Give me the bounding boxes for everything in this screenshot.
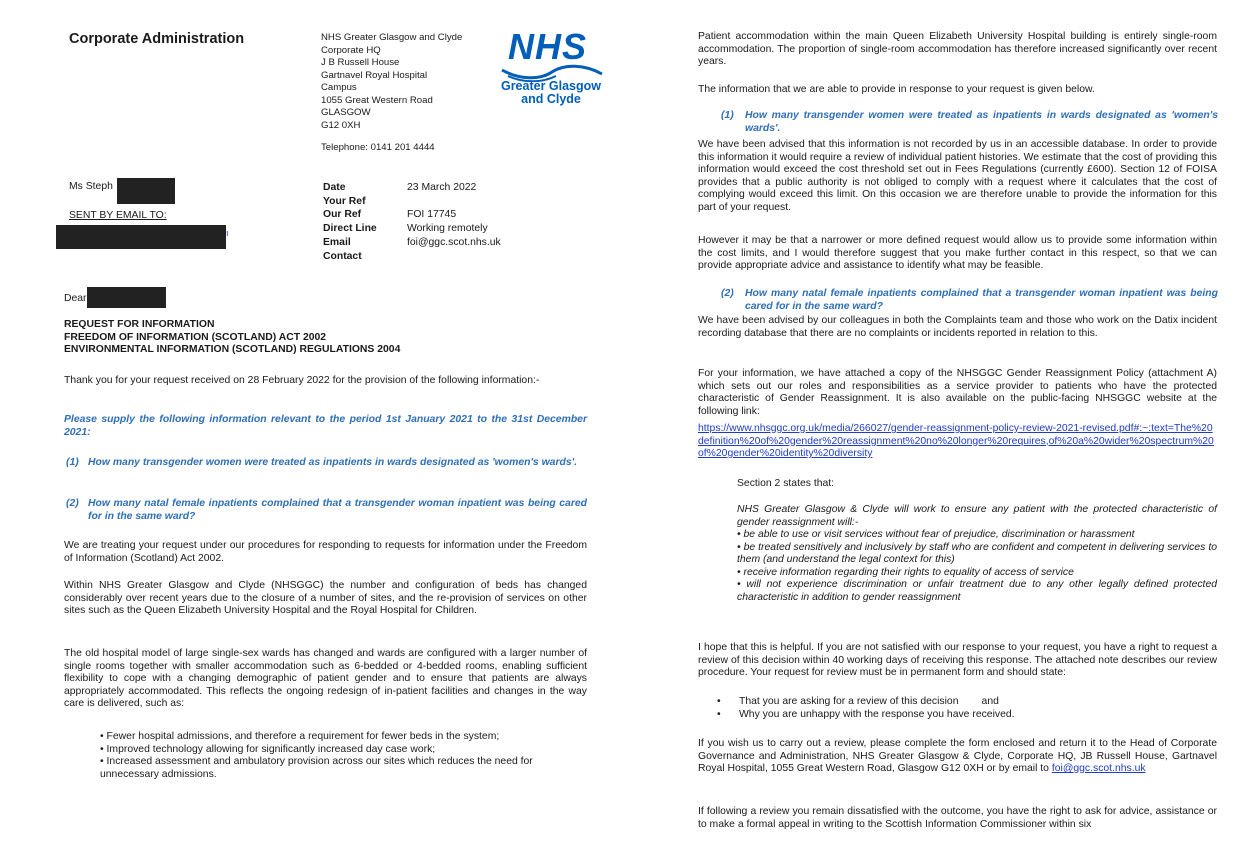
nhs-logo-subtitle <box>494 80 608 106</box>
recipient-name: Ms Steph <box>69 181 113 192</box>
question-number: (1) <box>66 457 79 468</box>
request-question-2 <box>66 498 587 523</box>
redesign-bullets <box>100 731 588 781</box>
ref-value-email: foi@ggc.scot.nhs.uk <box>407 236 501 248</box>
address-line: G12 0XH <box>321 119 361 131</box>
sent-by-email-label: SENT BY EMAIL TO: <box>69 210 167 221</box>
policy-quote <box>737 504 1217 604</box>
letter-heading <box>64 319 400 357</box>
ref-value-date: 23 March 2022 <box>407 182 477 193</box>
reference-labels <box>323 181 377 263</box>
ref-value-our-ref: FOI 17745 <box>407 209 457 221</box>
ref-label-our-ref: Our Ref <box>323 209 362 221</box>
ref-label-date: Date <box>323 182 346 193</box>
quote-item-text: be treated sensitively and inclusively by staff who are confident and competent in delivering services to them (and understand the legal context for this) <box>737 541 1217 565</box>
response-question-2 <box>721 288 1218 313</box>
logo-line: and Clyde <box>521 92 581 106</box>
ref-label-direct-line: Direct Line <box>323 223 377 235</box>
nhs-logo-text: NHS <box>508 26 588 67</box>
logo-line: Greater Glasgow <box>500 79 602 93</box>
section-2-intro: Section 2 states that: <box>737 478 835 489</box>
paragraph-advised-2: We have been advised by our colleagues in both the Complaints team and those who work on the Datix incident recording database that there are no complaints or incidents reported in relation to this. <box>698 315 1217 339</box>
policy-link[interactable]: https://www.nhsggc.org.uk/media/266027/gender-reassignment-policy-review-2021-revised.pdf#:~:text=The%20definition%20of%20gender%20reassignment%20no%20longer%20requires,of%20a%20wider%20spectrum%20of%20gender%20identity%20diversity <box>698 423 1214 459</box>
question-text: How many transgender women were treated as inpatients in wards designated as 'women's wards'. <box>88 457 577 468</box>
bullet-item: • Fewer hospital admissions, and therefore a requirement for fewer beds in the system; <box>100 731 500 742</box>
address-line: 1055 Great Western Road <box>321 94 433 106</box>
question-text: How many natal female inpatients complained that a transgender woman inpatient was being cared for in the same ward? <box>88 498 587 522</box>
paragraph-however: However it may be that a narrower or more defined request would allow us to provide some information within the cost limits, and I would therefore suggest that you make further contact in this respect, so that we can provide appropriate advice and assistance to identify what may be feasible. <box>698 235 1217 271</box>
question-number: (2) <box>66 498 79 509</box>
bullet-item: • Improved technology allowing for significantly increased day case work; <box>100 743 436 755</box>
quote-intro: NHS Greater Glasgow & Clyde will work to ensure any patient with the protected characteristic of gender reassignment will:- <box>737 504 1217 528</box>
ref-label-contact: Contact <box>323 250 362 262</box>
reference-values <box>407 181 501 250</box>
review-item: • That you are asking for a review of this decision and <box>709 696 1209 709</box>
review-request-text: If you wish us to carry out a review, please complete the form enclosed and return it to the Head of Corporate Governance and Administration, NHS Greater Glasgow & Clyde, Corporate HQ, JB Russell House, Gartnavel Royal Hospital, 1055 Great Western Road, Glasgow G12 0XH or by email to <box>698 738 1217 774</box>
question-text: How many natal female inpatients complained that a transgender woman inpatient was being cared for in the same ward? <box>745 288 1218 312</box>
question-text: How many transgender women were treated as inpatients in wards designated as 'women's wards'. <box>745 110 1218 134</box>
response-question-1 <box>721 110 1218 135</box>
quote-item-text: be able to use or visit services without fear of prejudice, discrimination or harassment <box>743 529 1135 540</box>
paragraph-review-request <box>698 738 1217 776</box>
question-number: (2) <box>721 288 734 299</box>
request-intro: Please supply the following information relevant to the period 1st January 2021 to the 31st December 2021: <box>64 414 587 438</box>
paragraph-patient-accommodation: Patient accommodation within the main Queen Elizabeth University Hospital building is entirely single-room accommodation. The proportion of single-room accommodation has therefore increased significantly over recent years. <box>698 31 1217 67</box>
bullet-text: Improved technology allowing for significantly increased day case work; <box>106 743 436 755</box>
nhs-logo <box>494 26 608 110</box>
bullet-item: • Increased assessment and ambulatory provision across our sites which reduces the need for unnecessary admissions. <box>100 756 533 780</box>
redaction-bar <box>56 225 226 249</box>
paragraph-following-review: If following a review you remain dissatisfied with the outcome, you have the right to ask for advice, assistance or to make a formal appeal in writing to the Scottish Information Commissioner within six <box>698 806 1217 830</box>
quote-item: • receive information regarding their rights to equality of access of service <box>737 566 1074 578</box>
organisation-address <box>321 32 491 132</box>
review-email-link[interactable]: foi@ggc.scot.nhs.uk <box>1051 763 1146 774</box>
ref-value-direct-line: Working remotely <box>407 223 488 235</box>
heading-line: REQUEST FOR INFORMATION <box>64 319 215 330</box>
quote-item: • be treated sensitively and inclusively by staff who are confident and competent in delivering services to them (and understand the legal context for this) <box>737 541 1217 565</box>
quote-item-text: will not experience discrimination or unfair treatment due to any other legally defined protected characteristic in addition to gender reassignment <box>737 579 1217 603</box>
redaction-bar <box>117 178 175 204</box>
paragraph-for-your-info: For your information, we have attached a copy of the NHSGGC Gender Reassignment Policy (attachment A) which sets out our roles and responsibilities as a service provider to patients who have the protected characteristic of Gender Reassignment. It is also available on the public-facing NHSGGC website at the following link: <box>698 368 1217 417</box>
telephone: Telephone: 0141 201 4444 <box>321 142 435 153</box>
paragraph-within: Within NHS Greater Glasgow and Clyde (NHSGGC) the number and configuration of beds has changed considerably over recent years due to the closure of a number of sites, and the re-provision of services on other sites such as the Queen Elizabeth University Hospital and the Royal Hospital for Children. <box>64 580 587 616</box>
quote-item-text: receive information regarding their rights to equality of access of service <box>743 566 1074 578</box>
ref-value-your-ref <box>407 195 501 209</box>
bullet-text: Increased assessment and ambulatory provision across our sites which reduces the need for unnecessary admissions. <box>100 756 533 780</box>
salutation: Dear <box>64 293 87 304</box>
address-line: J B Russell House <box>321 57 400 68</box>
address-line: Campus <box>321 82 357 93</box>
paragraph-thanks: Thank you for your request received on 28 February 2022 for the provision of the following information:- <box>64 375 540 386</box>
address-line: Corporate HQ <box>321 44 381 56</box>
department-title: Corporate Administration <box>69 31 245 47</box>
email-link-fragment: ı <box>226 228 229 238</box>
ref-label-your-ref: Your Ref <box>323 195 366 207</box>
paragraph-hope: I hope that this is helpful. If you are not satisfied with our response to your request, you have a right to request a review of this decision within 40 working days of receiving this response. The attached note describes our review procedure. Your request for review must be in permanent form and should state: <box>698 642 1217 678</box>
quote-item: • be able to use or visit services without fear of prejudice, discrimination or harassment <box>737 529 1135 540</box>
heading-line: FREEDOM OF INFORMATION (SCOTLAND) ACT 2002 <box>64 331 327 343</box>
address-line: NHS Greater Glasgow and Clyde <box>321 32 463 43</box>
review-requirements <box>709 696 1209 721</box>
address-line: GLASGOW <box>321 107 371 118</box>
redaction-bar <box>87 287 166 308</box>
ref-label-email: Email <box>323 236 351 248</box>
letter-page-2 <box>617 0 1234 852</box>
paragraph-info-below: The information that we are able to provide in response to your request is given below. <box>698 84 1095 95</box>
paragraph-old-model: The old hospital model of large single-sex wards has changed and wards are configured with a larger number of single rooms together with smaller accommodation such as 6-bedded or 4-bedded rooms, enabling sufficient flexibility to cope with a changing demographic of patient gender and to ensure that patients are always appropriately accommodated. This reflects the ongoing redesign of in-patient facilities and changes in the way care is delivered, such as: <box>64 648 587 709</box>
heading-line: ENVIRONMENTAL INFORMATION (SCOTLAND) REGULATIONS 2004 <box>64 344 401 355</box>
request-question-1 <box>66 457 587 470</box>
question-number: (1) <box>721 110 734 121</box>
paragraph-treating: We are treating your request under our procedures for responding to requests for information under the Freedom of Information (Scotland) Act 2002. <box>64 540 587 564</box>
quote-item: • will not experience discrimination or unfair treatment due to any other legally defined protected characteristic in addition to gender reassignment <box>737 579 1217 603</box>
paragraph-advised-1: We have been advised that this information is not recorded by us in an accessible database. In order to provide this information it would require a review of individual patient histories. We estimate that the cost of providing this information would exceed the cost threshold set out in Fees Regulations (currently £600). Section 12 of FOISA provides that a public authority is not obliged to comply with a request where it calculates that the cost of complying would exceed this limit. On this occasion we are therefore unable to provide the information for this part of your request. <box>698 139 1217 213</box>
address-line: Gartnavel Royal Hospital <box>321 69 428 81</box>
review-item: • Why you are unhappy with the response you have received. <box>709 709 1209 722</box>
bullet-text: Fewer hospital admissions, and therefore a requirement for fewer beds in the system; <box>106 731 500 742</box>
